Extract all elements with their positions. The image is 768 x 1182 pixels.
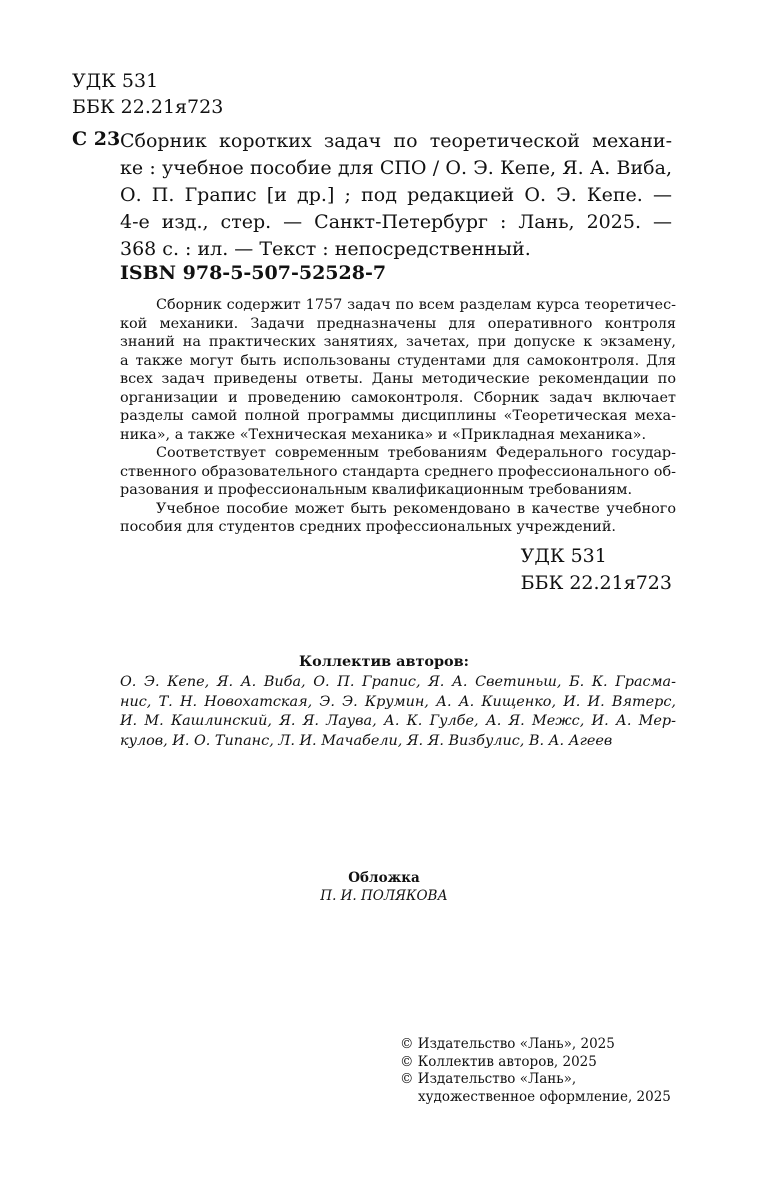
authors-list: [120, 673, 676, 751]
authors-line: И. М. Кашлинский, Я. Я. Лаува, А. К. Гулбе, А. Я. Межс, И. А. Мер-: [120, 713, 676, 729]
abstract: [120, 296, 676, 537]
classification-block-right: [521, 543, 672, 597]
abstract-line: Учебное пособие может быть рекомендовано в качестве учебного: [156, 500, 676, 517]
abstract-line: ника», а также «Техническая механика» и «Прикладная механика».: [120, 426, 647, 443]
abstract-line: кой механики. Задачи предназначены для оперативного контроля: [120, 315, 676, 332]
abstract-line: Сборник содержит 1757 задач по всем разделам курса теоретичес-: [156, 297, 676, 313]
bib-line: О. П. Грапис [и др.] ; под редакцией О. Э. Кепе. —: [120, 184, 672, 206]
abstract-line: знаний на практических занятиях, зачетах, при допуске к экзамену,: [120, 334, 676, 350]
bib-line: 4-е изд., стер. — Санкт-Петербург : Лань, 2025. —: [120, 211, 672, 233]
author-mark: С 23: [72, 128, 121, 150]
abstract-line: Соответствует современным требованиям Федерального государ-: [156, 445, 676, 461]
bib-line: 368 с. : ил. — Текст : непосредственный.: [120, 238, 531, 260]
authors-heading: Коллектив авторов:: [299, 653, 469, 670]
bbk-code: ББК 22.21я723: [520, 572, 672, 594]
copyright-line: © Коллектив авторов, 2025: [400, 1053, 597, 1070]
isbn: ISBN 978-5-507-52528-7: [120, 262, 387, 284]
authors-line: О. Э. Кепе, Я. А. Виба, О. П. Грапис, Я. А. Светиньш, Б. К. Грасма-: [120, 674, 676, 690]
abstract-line: ственного образовательного стандарта среднего профессионального об-: [120, 463, 676, 480]
classification-block: [72, 68, 223, 120]
copyright-line: художественное оформление, 2025: [418, 1088, 671, 1105]
bibliographic-description: [120, 128, 672, 263]
authors-line: нис, Т. Н. Новохатская, Э. Э. Крумин, А. А. Кищенко, И. И. Вятерс,: [120, 693, 676, 710]
abstract-line: а также могут быть использованы студентами для самоконтроля. Для: [120, 352, 676, 369]
bbk-code: ББК 22.21я723: [72, 96, 224, 118]
bib-line: Сборник коротких задач по теоретической механи-: [120, 130, 672, 152]
udk-code: УДК 531: [72, 70, 159, 92]
copyright-line: © Издательство «Лань», 2025: [400, 1036, 615, 1052]
cover-heading: Обложка: [348, 870, 420, 886]
copyright-line: © Издательство «Лань»,: [400, 1071, 577, 1087]
cover-designer: П. И. ПОЛЯКОВА: [320, 888, 448, 904]
copyright-block: [400, 1036, 671, 1106]
abstract-line: пособия для студентов средних профессиональных учреждений.: [120, 519, 616, 535]
bib-line: ке : учебное пособие для СПО / О. Э. Кепе, Я. А. Виба,: [120, 157, 672, 179]
abstract-line: разования и профессиональным квалификационным требованиям.: [120, 482, 633, 498]
udk-code: УДК 531: [520, 545, 607, 567]
abstract-line: разделы самой полной программы дисциплины «Теоретическая меха-: [120, 408, 676, 424]
abstract-line: организации и проведению самоконтроля. Сборник задач включает: [120, 389, 676, 406]
authors-line: кулов, И. О. Типанс, Л. И. Мачабели, Я. Я. Визбулис, В. А. Агеев: [120, 732, 613, 749]
abstract-line: всех задач приведены ответы. Даны методические рекомендации по: [120, 371, 676, 387]
